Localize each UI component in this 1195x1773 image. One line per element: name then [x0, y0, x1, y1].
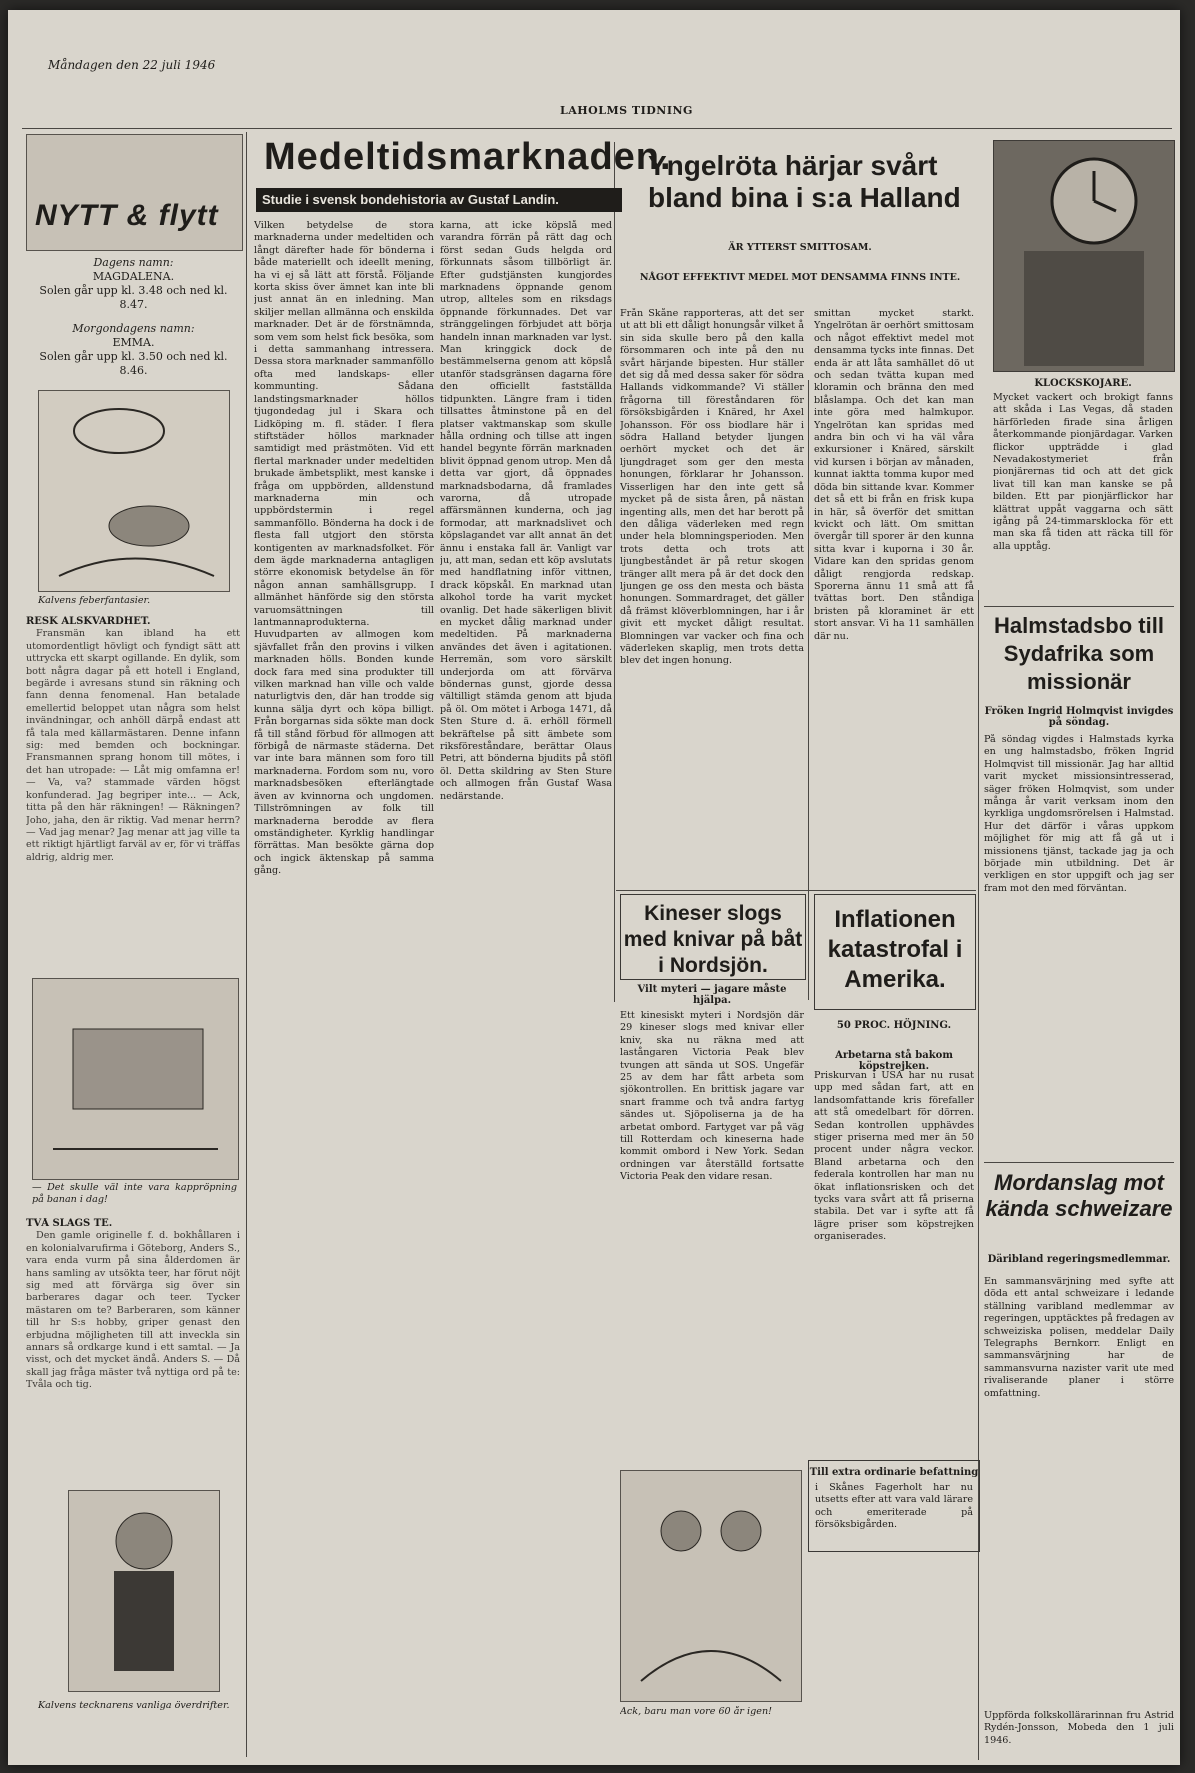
calf-caption: Kalvens feberfantasier. — [38, 595, 151, 606]
tomorrow-name-label: Morgondagens namn: — [72, 322, 195, 335]
article-mordanslag-subtitle: Däribland regeringsmedlemmar. — [987, 1254, 1171, 1265]
article-inflation-body: Priskurvan i USA har nu rusat upp med sådan fart, att en landsomfattande kris förefaller att stå omedelbart för dörren. Sedan kontrollen upphävdes stiger priserna med mer än 50 procent under några veckor. Bland arbetarna och den federala kontrollen har man nu ökat inflationsrisken och det tycks vara svårt att få priserna stabila. Det var i syfte att få lägre priser som köpstrejken organiserades. — [814, 1070, 974, 1243]
couple-drawing-icon — [621, 1471, 801, 1701]
left-story-2 — [26, 1218, 240, 1488]
section-rule-3 — [984, 1162, 1174, 1163]
column-divider-2 — [614, 142, 615, 1002]
column-divider-1 — [246, 132, 247, 1757]
left-story-2-body: Den gamle originelle f. d. bokhållaren i en kolonialvarufirma i Göteborg, Anders S., vara enda vurm på sina ålderdomen är hans samling av utsökta teer, har förut nöjt sig med att förvärga sig över sin barberares dagar och teer. Tycker mästaren om te? Barberaren, som känner till hr S:s hobby, griper genast den erbjudna möjligheten till att inveckla sin annars så ordkarge kund i ett samtal. — Ja visst, och det mycket ändå. Anders S. — Då skall jag fråga mäster två nyttiga ord på te: Tvåla och tig. — [26, 1230, 240, 1391]
footer-note: Uppförda folkskollärarinnan fru Astrid Rydén-Jonsson, Mobeda den 1 juli 1946. — [984, 1710, 1174, 1746]
article-medeltid-col-2: karna, att icke köpslå med varandra förrän på rätt dag och först sedan Guds helgda ord förkunnats såsom tillbörligt är. Efter gudstjänsten kungjordes marknadens öppnande genom utrop, allteles som en riksdags öppnande förkunnades. Det var stränggelingen förbjudet att börja handeln innan marknaden var lyst. Man kringgick dock de bestämmelserna genom att köpslå utanför stadsgränsen dagarna före den officiellt fastställda tidpunkten. Längre fram i tiden tillsattes åtminstone på en del platser vaktmanskap som skulle hålla ordning och tillse att ingen handel begynte förrän marknaden blivit öppnad genom utrop. Men då detta var gjort, då öppnades marknadsbodarna, då framlades varorna, då utropade affärsmännen kunderna, och jag formodar, att marknadslivet och köpslagandet var allt annat än det ännu i enstaka fall är. Vanligt var ju, att man, sedan ett köp avslutats med handflatning inför vittnen, drack köpskål. En marknad utan alkohol torde ha varit mycket ovanlig. Det hade säkerligen blivit en mycket dålig marknad under medeltiden. På marknaderna användes det även i agitationen. Herremän, som voro särskilt underjorda om att förvärva böndernas gunst, gjorde dessa vältilligt stämda genom att bjuda på öl. Om mötet i Arboga 1471, då Sten Sture d. ä. erhöll förmell bekräftelse på sitt ämbete som riksföreståndare, berättar Olaus Petri, att bönderna bjudits på stöfl öl. Detta skildring av Sten Sture och allmogen från Gustaf Wasa nedärstande. — [440, 220, 612, 802]
article-medeltid-subtitle: Studie i svensk bondehistoria av Gustaf Landin. — [256, 188, 622, 212]
section-rule-2 — [984, 606, 1174, 607]
article-inflation-subtitle: 50 PROC. HÖJNING. — [836, 1020, 952, 1031]
notice-box — [808, 1460, 980, 1552]
article-inflation-title: Inflationen katastrofal i Amerika. — [827, 906, 963, 993]
left-story-1-body: Fransmän kan ibland ha ett utomordentligt hövligt och fyndigt sätt att uttrycka ett skarpt ogillande. En dylik, som bott några dagar på ett hotell i England, begärde i avresans stund sin räkning och fann denna fenomenal. Han betalade emellertid beloppet utan några som helst invändningar, och anhöll därpå endast att få tala med källarmästaren. Denne infann sig: med bemden och bockningar. Fransmannen sprang honom till mötes, i det han utropade: — Låt mig omfamna er! — Va, va? stammade värden högst konfunderad. Jag begriper inte... — Ack, titta på den här räkningen! — Räkningen? Joho, jaha, den är riktig. Vad menar herrn? — Vad jag menar? Jag menar att jag ville ta ett riktigt hjärtligt farväl av er, för vi träffas aldrig, aldrig mer. — [26, 628, 240, 863]
almanac-block — [26, 256, 241, 378]
day-name-label: Dagens namn: — [93, 256, 174, 269]
clock-photo-caption: KLOCKSKOJARE. — [1034, 378, 1132, 389]
column-divider-3 — [808, 380, 809, 1000]
horse-caption: — Det skulle väl inte vara kappröpning på banan i dag! — [32, 1182, 237, 1206]
left-story-1-heading: RESK ALSKVARDHET. — [26, 616, 151, 627]
article-bees-title: Yngelröta härjar svårt bland bina i s:a Halland — [648, 150, 961, 213]
notice-title: Till extra ordinarie befattning — [809, 1467, 979, 1478]
article-bees-sub1: ÄR YTTERST SMITTOSAM. — [728, 242, 872, 253]
article-kineser-subtitle: Vilt myteri — jagare måste hjälpa. — [637, 984, 787, 1006]
article-kineser-title: Kineser slogs med knivar på båt i Nordsjön. — [623, 902, 803, 977]
article-kineser-body: Ett kinesiskt myteri i Nordsjön där 29 kineser slogs med knivar eller kniv, ska nu räkna med att lastångaren Victoria Peak blev tvungen att sända ut SOS. Ungefär 25 av dem har fått arbeta som sjökontrollen. En brittisk jagare var snart framme och två andra fartyg sändes ut. Sjöpoliserna ja de ha arbetat ombord. Fartyget var på väg till Rotterdam och kineserna hade kommit ombord i New York. Sedan ordningen var återställd fortsatte Victoria Peak den vidare resan. — [620, 1010, 804, 1183]
article-inflation-lead: Arbetarna stå bakom köpstrejken. — [835, 1050, 953, 1072]
calf-drawing-icon — [39, 391, 229, 591]
paper-title: LAHOLMS TIDNING — [560, 104, 693, 117]
horses-drawing-icon — [33, 979, 238, 1179]
article-inflation-title-box — [814, 894, 976, 1010]
clock-photo-text: Mycket vackert och brokigt fanns att skåda i Las Vegas, då staden härförleden firade sina årligen återkommande pionjärdagar. Varken flickor uppträdde i glad Nevadakostymeriet från pionjärernas tid och att det gick livat till kan man kanske se på bilden. Ett par pionjärflickor har klättrat uppåt vaggarna och sätt igång på 24-timmarsklocka för ett man ska få tiden att räcka till för alla upptåg. — [993, 392, 1173, 552]
cartoon-man-illustration — [68, 1490, 220, 1692]
header-rule — [22, 128, 1172, 129]
newspaper-page — [8, 10, 1180, 1765]
cartoon-horse-illustration — [32, 978, 239, 1180]
sun-times-today: Solen går upp kl. 3.48 och ned kl. 8.47. — [39, 284, 228, 311]
article-bees-col-1: Från Skåne rapporteras, att det ser ut att bli ett dåligt honungsår vilket å sin sida skulle bero på den kalla försommaren och inte på den nu svårt härjande bipesten. Hur ställer det sig då med dessa saker för södra Hallands vidkommande? Vi ställer frågorna till föreståndaren för försöksbigården i Knäred, hr Axel Johansson. För oss biodlare här i södra Halland betyder ljungen oerhört mycket och det är ljungdraget som ger den mesta honungen, förklarar hr Johansson. Visserligen har den inte gett så mycket på de sista åren, på nästan ingenting alls, men det har berott på den dåliga väderleken med regn under hela blomningsperioden. Men trots detta och trots att ljungbeståndet är på retur skogen tränger allt mera på är det dock den ljungen ge oss den mesta och bästa honungen. Sommardraget, det gäller då främst klöverblomningen, har i år givit ett mycket dåligt resultat. Blomningen var vacker och fina och väderleken skaplig, men trots detta blev det ingen honung. — [620, 308, 804, 667]
left-story-1 — [26, 616, 240, 966]
column-header-illustration — [26, 134, 243, 251]
tomorrow-name: EMMA. — [112, 336, 155, 349]
cartoon-couple-illustration — [620, 1470, 802, 1702]
cartoon-calf-illustration — [38, 390, 230, 592]
article-mordanslag-title: Mordanslag mot kända schweizare — [985, 1170, 1173, 1221]
article-missionary-subtitle: Fröken Ingrid Holmqvist invigdes på söndag. — [984, 706, 1174, 728]
article-kineser-title-box — [620, 894, 806, 980]
article-bees-col-2: smittan mycket starkt. Yngelrötan är oerhört smittosam och något effektivt medel mot densamma tycks inte finnas. Det enda är att låta samhället dö ut och sedan tvätta kupan med kloramin och bränna den med blåslampa. Och det kan man inte göra med halmkupor. Yngelrötan kan spridas med andra bin och vi ha väl våra exkursioner i Knäred, särskilt vid kursen i början av månaden, kunnat iaktta tomma kupor med döda bin sittande kvar. Kommer det så ett bi från en frisk kupa in här, så överför det smittan kvickt och lätt. Om smittan övergår till sporer är den kunna sitta kvar i kuporna i 30 år. Vidare kan den spridas genom dåligt rengjorda redskap. Sporerna ännu 11 små att få tvättas bort. Den ståndiga bristen på kloraminet är ett stort ansvar. Vi ha 11 samhällen där nu. — [814, 308, 974, 642]
left-story-2-heading: TVÅ SLAGS TE. — [26, 1218, 113, 1229]
column-divider-4 — [978, 590, 979, 1760]
clock-photo-icon — [994, 141, 1174, 371]
day-name: MAGDALENA. — [92, 270, 175, 283]
article-medeltid-title: Medeltidsmarknaden. — [264, 136, 672, 178]
column-title: NYTT & flytt — [35, 199, 219, 232]
article-missionary-body: På söndag vigdes i Halmstads kyrka en ung halmstadsbo, fröken Ingrid Holmqvist till missionär. Jag har alltid varit mycket missionsintresserad, säger fröken Holmqvist, som under många år varit verksam inom den kyrkliga ungdomsrörelsen i Halmstad. Hur det därför i våras uppkom möjlighet för mig att få gå ut i missionens tjänst, tackade jag ja och började min utbildning. Det är verkligen en stor uppgift och jag ser fram mot den med förväntan. — [984, 734, 1174, 894]
article-bees-sub2: NÅGOT EFFEKTIVT MEDEL MOT DENSAMMA FINNS INTE. — [639, 272, 961, 283]
article-medeltid-col-1: Vilken betydelse de stora marknaderna under medeltiden och långt därefter hade för bönderna i både materiellt och ideellt mening, ha vi ej så lätt att förstå. Följande korta skiss över ämnet kan inte bli just annat än en inledning. Man skiljer mellan allmänna och enskilda marknader. Det är de förstnämnda, som vem som helst fick besöka, som i detta sammanhang intressera. Dessa stora marknader sammanföllo ofta med landskaps- eller kommunting. Sådana landstingsmarknader höllos tjugondedag jul i Skara och Lidköping m. fl. städer. I flera stiftstäder höllos marknader samtidigt med prästmöten. Vid ett flertal marknader under medeltiden brukade ämbetsplikt, mest kanske i fråga om uppbörden, alldenstund marknaderna min och uppbördstermin i regel sammanföllo. Bönderna ha dock i de flesta fall utgjort den största kontigenten av marknadsfolket. För dem ägde marknaderna antagligen större ekonomisk betydelse än för någon annan samhällsgrupp. I allmänhet hänförde sig den största varuomsättningen till lantmannaprodukterna. Huvudparten av allmogen kom sjävfallet från den provins i vilken marknaden hölls. Bonden kunde dock fara med sina produkter till vilken marknad han ville och valde naturligtvis den, där han trodde sig kunna sälja dyrt och köpa billigt. Från borgarnas sida sökte man dock få till stånd förbud för allmogen att förbigå de närmaste städerna. Det var inte bara männen som foro till marknaderna. Fordom som nu, voro marknadsbesöken efterlängtade även av kvinnorna och ungdomen. Tillströmningen av folk till marknaderna berodde av flera omständigheter. Kyrklig handlingar förrättas. Man besökte gärna dop och ingick äktenskap på samma gång. — [254, 220, 434, 877]
article-missionary-title: Halmstadsbo till Sydafrika som missionär — [994, 613, 1164, 694]
article-mordanslag-body: En sammansvärjning med syfte att döda ett antal schweizare i ledande ställning varibland medlemmar av regeringen, upptäcktes på fredagen av schweiziska polisen, meddelar Daily Telegraphs Bernkorr. Enligt en sammansvärjning har de sammansvurna nazister varit ute med rivaliserande planer i större omfattning. — [984, 1276, 1174, 1399]
section-rule-1 — [616, 890, 976, 891]
notice-body: i Skånes Fagerholt har nu utsetts efter att vara vald lärare och emeriterade på försöksbigården. — [815, 1482, 973, 1531]
couple-caption: Ack, baru man vore 60 år igen! — [620, 1706, 772, 1717]
sun-times-tomorrow: Solen går upp kl. 3.50 och ned kl. 8.46. — [39, 350, 228, 377]
man-drawing-icon — [69, 1491, 219, 1691]
issue-date: Måndagen den 22 juli 1946 — [48, 58, 216, 72]
clock-photo — [993, 140, 1175, 372]
man-caption: Kalvens tecknarens vanliga överdrifter. — [38, 1700, 230, 1711]
